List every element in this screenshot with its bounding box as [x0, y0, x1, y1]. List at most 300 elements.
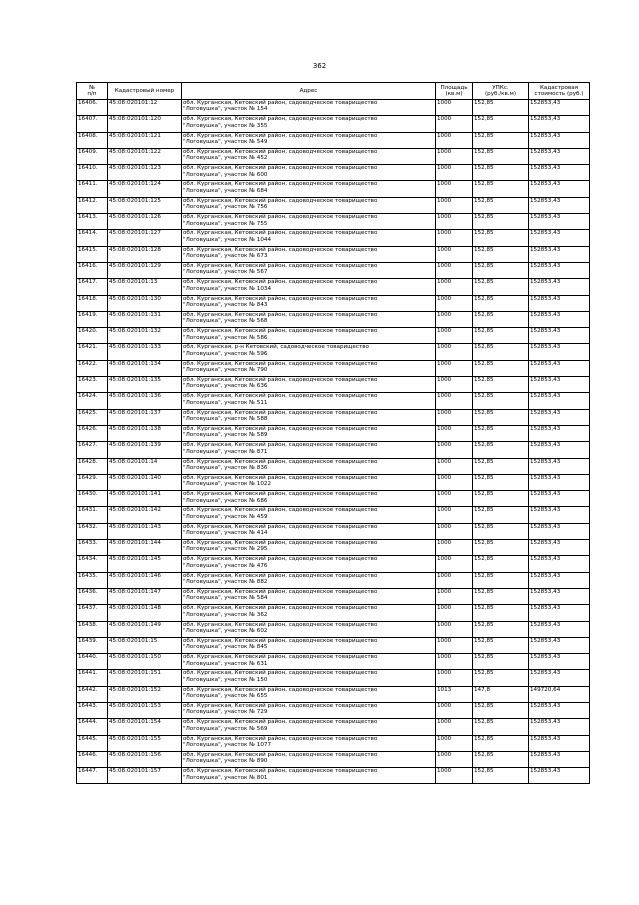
- area: 1000: [436, 605, 473, 621]
- cadastral-number: 45:08:020101:139: [108, 442, 182, 458]
- area: 1000: [436, 523, 473, 539]
- cadastral-number: 45:08:020101:145: [108, 556, 182, 572]
- header-upks: УПКс. (руб./кв.м): [473, 83, 529, 100]
- row-number: 16441.: [77, 670, 108, 686]
- header-cadastral-value: Кадастровая стоимость (руб.): [529, 83, 590, 100]
- cadastral-value: 152853,43: [529, 100, 590, 116]
- address-line-1: обл. Курганская, Кетовский район, садоводческое товарищество: [183, 230, 378, 237]
- cadastral-value: 152853,43: [529, 491, 590, 507]
- address: [182, 442, 436, 458]
- address: [182, 507, 436, 523]
- table-row: [77, 572, 590, 588]
- cadastral-number: 45:08:020101:142: [108, 507, 182, 523]
- cadastral-number: 45:08:020101:146: [108, 572, 182, 588]
- address-line-2: "Логовушка", участок № 459: [183, 513, 268, 520]
- cadastral-number: 45:08:020101:155: [108, 735, 182, 751]
- cadastral-number: 45:08:020101:14: [108, 458, 182, 474]
- cadastral-number: 45:08:020101:120: [108, 116, 182, 132]
- row-number: 16419.: [77, 311, 108, 327]
- row-number: 16435.: [77, 572, 108, 588]
- row-number: 16432.: [77, 523, 108, 539]
- upks: 152,85: [473, 491, 529, 507]
- area: 1000: [436, 132, 473, 148]
- area: 1000: [436, 100, 473, 116]
- upks: 152,85: [473, 621, 529, 637]
- upks: 152,85: [473, 132, 529, 148]
- cadastral-number: 45:08:020101:126: [108, 214, 182, 230]
- address-line-2: "Логовушка", участок № 1034: [183, 285, 272, 292]
- row-number: 16420.: [77, 328, 108, 344]
- upks: 152,85: [473, 246, 529, 262]
- address-line-1: обл. Курганская, Кетовский район, садоводческое товарищество: [183, 311, 378, 318]
- address-line-1: обл. Курганская, Кетовский район, садоводческое товарищество: [183, 507, 378, 514]
- table-row: [77, 197, 590, 213]
- table-row: [77, 735, 590, 751]
- upks: 152,85: [473, 214, 529, 230]
- address: [182, 768, 436, 784]
- address: [182, 458, 436, 474]
- address: [182, 719, 436, 735]
- row-number: 16446.: [77, 751, 108, 767]
- cadastral-number: 45:08:020101:140: [108, 474, 182, 490]
- address-line-2: "Логовушка", участок № 567: [183, 269, 268, 276]
- address-line-2: "Логовушка", участок № 154: [183, 106, 268, 113]
- area: 1000: [436, 181, 473, 197]
- address-line-2: "Логовушка", участок № 150: [183, 676, 268, 683]
- cadastral-value: 152853,43: [529, 262, 590, 278]
- address-line-1: обл. Курганская, Кетовский район, садоводческое товарищество: [183, 523, 378, 530]
- address-line-1: обл. Курганская, Кетовский район, садоводческое товарищество: [183, 491, 378, 498]
- address-line-1: обл. Курганская, Кетовский район, садоводческое товарищество: [183, 425, 378, 432]
- area: 1000: [436, 572, 473, 588]
- area: 1000: [436, 262, 473, 278]
- table-row: [77, 360, 590, 376]
- row-number: 16439.: [77, 637, 108, 653]
- cadastral-number: 45:08:020101:137: [108, 409, 182, 425]
- address-line-1: обл. Курганская, Кетовский район, садоводческое товарищество: [183, 197, 378, 204]
- row-number: 16438.: [77, 621, 108, 637]
- area: 1000: [436, 377, 473, 393]
- address-line-2: "Логовушка", участок № 871: [183, 448, 268, 455]
- table-row: [77, 295, 590, 311]
- row-number: 16430.: [77, 491, 108, 507]
- table-row: [77, 637, 590, 653]
- table-row: [77, 246, 590, 262]
- cadastral-number: 45:08:020101:134: [108, 360, 182, 376]
- page-number: 362: [312, 62, 327, 70]
- address: [182, 360, 436, 376]
- address-line-1: обл. Курганская, Кетовский район, садоводческое товарищество: [183, 409, 378, 416]
- table-row: [77, 719, 590, 735]
- area: 1000: [436, 474, 473, 490]
- address-line-2: "Логовушка", участок № 569: [183, 725, 268, 732]
- area: 1000: [436, 328, 473, 344]
- address-line-2: "Логовушка", участок № 362: [183, 611, 268, 618]
- upks: 152,85: [473, 295, 529, 311]
- cadastral-number: 45:08:020101:15: [108, 637, 182, 653]
- cadastral-value: 152853,43: [529, 442, 590, 458]
- address-line-1: обл. Курганская, Кетовский район, садоводческое товарищество: [183, 165, 378, 172]
- address-line-1: обл. Курганская, Кетовский район, садоводческое товарищество: [183, 702, 378, 709]
- upks: 147,8: [473, 686, 529, 702]
- area: 1000: [436, 246, 473, 262]
- address-line-1: обл. Курганская, Кетовский район, садоводческое товарищество: [183, 588, 378, 595]
- address-line-2: "Логовушка", участок № 586: [183, 334, 268, 341]
- area: 1000: [436, 654, 473, 670]
- address-line-1: обл. Курганская, Кетовский район, садоводческое товарищество: [183, 540, 378, 547]
- address-line-2: "Логовушка", участок № 801: [183, 774, 268, 781]
- area: 1000: [436, 360, 473, 376]
- address: [182, 262, 436, 278]
- table-header-row: [77, 83, 590, 100]
- cadastral-value: 152853,43: [529, 572, 590, 588]
- table-row: [77, 474, 590, 490]
- upks: 152,85: [473, 425, 529, 441]
- area: 1000: [436, 442, 473, 458]
- address: [182, 393, 436, 409]
- area: 1000: [436, 295, 473, 311]
- upks: 152,85: [473, 262, 529, 278]
- table-row: [77, 605, 590, 621]
- address: [182, 654, 436, 670]
- row-number: 16413.: [77, 214, 108, 230]
- area: 1000: [436, 588, 473, 604]
- table-row: [77, 540, 590, 556]
- cadastral-value: 152853,43: [529, 377, 590, 393]
- cadastral-number: 45:08:020101:152: [108, 686, 182, 702]
- cadastral-number: 45:08:020101:124: [108, 181, 182, 197]
- area: 1000: [436, 279, 473, 295]
- header-area: Площадь (кв.м): [436, 83, 473, 100]
- address: [182, 605, 436, 621]
- address-line-2: "Логовушка", участок № 1044: [183, 236, 272, 243]
- row-number: 16429.: [77, 474, 108, 490]
- row-number: 16426.: [77, 425, 108, 441]
- upks: 152,85: [473, 148, 529, 164]
- address-line-1: обл. Курганская, Кетовский район, садоводческое товарищество: [183, 686, 378, 693]
- cadastral-number: 45:08:020101:130: [108, 295, 182, 311]
- cadastral-number: 45:08:020101:122: [108, 148, 182, 164]
- area: 1000: [436, 393, 473, 409]
- cadastral-value: 152853,43: [529, 670, 590, 686]
- address: [182, 702, 436, 718]
- area: 1000: [436, 556, 473, 572]
- cadastral-value: 152853,43: [529, 751, 590, 767]
- table-row: [77, 344, 590, 360]
- address-line-2: "Логовушка", участок № 602: [183, 627, 268, 634]
- cadastral-number: 45:08:020101:150: [108, 654, 182, 670]
- address-line-1: обл. Курганская, Кетовский район, садоводческое товарищество: [183, 295, 378, 302]
- cadastral-number: 45:08:020101:13: [108, 279, 182, 295]
- upks: 152,85: [473, 311, 529, 327]
- cadastral-value: 152853,43: [529, 311, 590, 327]
- cadastral-value: 152853,43: [529, 702, 590, 718]
- table-row: [77, 181, 590, 197]
- address-line-1: обл. Курганская, р-н Кетовский, садоводческое товарищество: [183, 344, 369, 351]
- address: [182, 540, 436, 556]
- row-number: 16406.: [77, 100, 108, 116]
- upks: 152,85: [473, 165, 529, 181]
- row-number: 16440.: [77, 654, 108, 670]
- address-line-2: "Логовушка", участок № 295: [183, 546, 268, 553]
- cadastral-number: 45:08:020101:154: [108, 719, 182, 735]
- header-address: Адрес: [182, 83, 436, 100]
- table-row: [77, 132, 590, 148]
- address: [182, 116, 436, 132]
- cadastral-number: 45:08:020101:136: [108, 393, 182, 409]
- upks: 152,85: [473, 197, 529, 213]
- row-number: 16408.: [77, 132, 108, 148]
- table-row: [77, 311, 590, 327]
- cadastral-number: 45:08:020101:128: [108, 246, 182, 262]
- upks: 152,85: [473, 719, 529, 735]
- upks: 152,85: [473, 588, 529, 604]
- cadastral-number: 45:08:020101:144: [108, 540, 182, 556]
- address-line-2: "Логовушка", участок № 452: [183, 155, 268, 162]
- cadastral-value: 152853,43: [529, 588, 590, 604]
- upks: 152,85: [473, 540, 529, 556]
- area: 1000: [436, 670, 473, 686]
- address-line-1: обл. Курганская, Кетовский район, садоводческое товарищество: [183, 100, 378, 106]
- address-line-1: обл. Курганская, Кетовский район, садоводческое товарищество: [183, 246, 378, 253]
- upks: 152,85: [473, 181, 529, 197]
- address: [182, 751, 436, 767]
- cadastral-value: 152853,43: [529, 279, 590, 295]
- upks: 152,85: [473, 279, 529, 295]
- upks: 152,85: [473, 670, 529, 686]
- cadastral-number: 45:08:020101:121: [108, 132, 182, 148]
- cadastral-value: 152853,43: [529, 295, 590, 311]
- table-row: [77, 458, 590, 474]
- address-line-1: обл. Курганская, Кетовский район, садоводческое товарищество: [183, 605, 378, 612]
- address-line-2: "Логовушка", участок № 843: [183, 301, 268, 308]
- row-number: 16428.: [77, 458, 108, 474]
- address: [182, 246, 436, 262]
- area: 1000: [436, 702, 473, 718]
- cadastral-value: 152853,43: [529, 393, 590, 409]
- row-number: 16412.: [77, 197, 108, 213]
- cadastral-value: 152853,43: [529, 605, 590, 621]
- address-line-1: обл. Курганская, Кетовский район, садоводческое товарищество: [183, 572, 378, 579]
- address: [182, 474, 436, 490]
- cadastral-number: 45:08:020101:141: [108, 491, 182, 507]
- cadastral-value: 152853,43: [529, 425, 590, 441]
- address-line-2: "Логовушка", участок № 549: [183, 139, 268, 146]
- cadastral-number: 45:08:020101:147: [108, 588, 182, 604]
- upks: 152,85: [473, 556, 529, 572]
- address-line-1: обл. Курганская, Кетовский район, садоводческое товарищество: [183, 393, 378, 400]
- address-line-1: обл. Курганская, Кетовский район, садоводческое товарищество: [183, 637, 378, 644]
- row-number: 16427.: [77, 442, 108, 458]
- table-row: [77, 751, 590, 767]
- address-line-1: обл. Курганская, Кетовский район, садоводческое товарищество: [183, 654, 378, 661]
- address-line-2: "Логовушка", участок № 476: [183, 562, 268, 569]
- area: 1000: [436, 458, 473, 474]
- cadastral-number: 45:08:020101:123: [108, 165, 182, 181]
- address: [182, 556, 436, 572]
- address-line-2: "Логовушка", участок № 882: [183, 579, 268, 586]
- address-line-1: обл. Курганская, Кетовский район, садоводческое товарищество: [183, 458, 378, 465]
- address: [182, 230, 436, 246]
- table-row: [77, 768, 590, 784]
- area: 1000: [436, 735, 473, 751]
- table-row: [77, 328, 590, 344]
- area: 1000: [436, 507, 473, 523]
- address: [182, 344, 436, 360]
- cadastral-number: 45:08:020101:156: [108, 751, 182, 767]
- cadastral-number: 45:08:020101:135: [108, 377, 182, 393]
- address: [182, 377, 436, 393]
- upks: 152,85: [473, 458, 529, 474]
- address-line-1: обл. Курганская, Кетовский район, садоводческое товарищество: [183, 751, 378, 758]
- row-number: 16421.: [77, 344, 108, 360]
- upks: 152,85: [473, 377, 529, 393]
- address-line-2: "Логовушка", участок № 845: [183, 644, 268, 651]
- cadastral-value: 152853,43: [529, 621, 590, 637]
- cadastral-table: [76, 82, 590, 784]
- upks: 152,85: [473, 523, 529, 539]
- upks: 152,85: [473, 654, 529, 670]
- table-row: [77, 425, 590, 441]
- address: [182, 491, 436, 507]
- address-line-2: "Логовушка", участок № 836: [183, 464, 268, 471]
- cadastral-number: 45:08:020101:129: [108, 262, 182, 278]
- address: [182, 279, 436, 295]
- upks: 152,85: [473, 360, 529, 376]
- area: 1000: [436, 637, 473, 653]
- address-line-2: "Логовушка", участок № 600: [183, 171, 268, 178]
- address: [182, 181, 436, 197]
- row-number: 16434.: [77, 556, 108, 572]
- address-line-1: обл. Курганская, Кетовский район, садоводческое товарищество: [183, 768, 378, 775]
- cadastral-number: 45:08:020101:131: [108, 311, 182, 327]
- table-row: [77, 621, 590, 637]
- cadastral-value: 152853,43: [529, 328, 590, 344]
- address: [182, 295, 436, 311]
- address-line-2: "Логовушка", участок № 1022: [183, 481, 272, 488]
- area: 1000: [436, 621, 473, 637]
- address-line-2: "Логовушка", участок № 673: [183, 253, 268, 260]
- cadastral-value: 152853,43: [529, 556, 590, 572]
- address-line-2: "Логовушка", участок № 589: [183, 432, 268, 439]
- row-number: 16409.: [77, 148, 108, 164]
- cadastral-number: 45:08:020101:125: [108, 197, 182, 213]
- address: [182, 637, 436, 653]
- cadastral-value: 152853,43: [529, 458, 590, 474]
- address-line-1: обл. Курганская, Кетовский район, садоводческое товарищество: [183, 670, 378, 677]
- cadastral-number: 45:08:020101:151: [108, 670, 182, 686]
- cadastral-value: 152853,43: [529, 214, 590, 230]
- row-number: 16442.: [77, 686, 108, 702]
- address: [182, 214, 436, 230]
- cadastral-value: 152853,43: [529, 165, 590, 181]
- address: [182, 197, 436, 213]
- area: 1000: [436, 165, 473, 181]
- cadastral-value: 152853,43: [529, 148, 590, 164]
- cadastral-value: 152853,43: [529, 507, 590, 523]
- cadastral-value: 152853,43: [529, 197, 590, 213]
- address: [182, 735, 436, 751]
- row-number: 16424.: [77, 393, 108, 409]
- address: [182, 425, 436, 441]
- row-number: 16445.: [77, 735, 108, 751]
- cadastral-number: 45:08:020101:12: [108, 100, 182, 116]
- area: 1000: [436, 719, 473, 735]
- area: 1000: [436, 230, 473, 246]
- header-cadastral-number: Кадастровый номер: [108, 83, 182, 100]
- address: [182, 132, 436, 148]
- table-row: [77, 165, 590, 181]
- address-line-1: обл. Курганская, Кетовский район, садоводческое товарищество: [183, 377, 378, 384]
- address-line-2: "Логовушка", участок № 790: [183, 367, 268, 374]
- cadastral-value: 152853,43: [529, 719, 590, 735]
- table-row: [77, 442, 590, 458]
- address: [182, 165, 436, 181]
- upks: 152,85: [473, 572, 529, 588]
- row-number: 16414.: [77, 230, 108, 246]
- address-line-1: обл. Курганская, Кетовский район, садоводческое товарищество: [183, 132, 378, 139]
- address-line-1: обл. Курганская, Кетовский район, садоводческое товарищество: [183, 556, 378, 563]
- cadastral-value: 152853,43: [529, 523, 590, 539]
- table-row: [77, 409, 590, 425]
- row-number: 16415.: [77, 246, 108, 262]
- upks: 152,85: [473, 116, 529, 132]
- area: 1000: [436, 751, 473, 767]
- upks: 152,85: [473, 344, 529, 360]
- address-line-2: "Логовушка", участок № 631: [183, 660, 268, 667]
- upks: 152,85: [473, 735, 529, 751]
- area: 1000: [436, 311, 473, 327]
- address-line-2: "Логовушка", участок № 684: [183, 187, 268, 194]
- area: 1000: [436, 148, 473, 164]
- address-line-1: обл. Курганская, Кетовский район, садоводческое товарищество: [183, 474, 378, 481]
- table-row: [77, 686, 590, 702]
- cadastral-value: 152853,43: [529, 246, 590, 262]
- area: 1000: [436, 540, 473, 556]
- address-line-2: "Логовушка", участок № 584: [183, 595, 268, 602]
- address-line-2: "Логовушка", участок № 1077: [183, 742, 272, 748]
- table-row: [77, 507, 590, 523]
- cadastral-number: 45:08:020101:153: [108, 702, 182, 718]
- area: 1000: [436, 409, 473, 425]
- upks: 152,85: [473, 507, 529, 523]
- upks: 152,85: [473, 393, 529, 409]
- address: [182, 311, 436, 327]
- cadastral-number: 45:08:020101:143: [108, 523, 182, 539]
- cadastral-value: 152853,43: [529, 409, 590, 425]
- cadastral-value: 152853,43: [529, 181, 590, 197]
- table-row: [77, 377, 590, 393]
- row-number: 16425.: [77, 409, 108, 425]
- cadastral-number: 45:08:020101:138: [108, 425, 182, 441]
- upks: 152,85: [473, 702, 529, 718]
- address-line-1: обл. Курганская, Кетовский район, садоводческое товарищество: [183, 116, 378, 123]
- upks: 152,85: [473, 100, 529, 116]
- row-number: 16436.: [77, 588, 108, 604]
- row-number: 16431.: [77, 507, 108, 523]
- table-row: [77, 214, 590, 230]
- address: [182, 148, 436, 164]
- address-line-2: "Логовушка", участок № 655: [183, 693, 268, 700]
- cadastral-value: 152853,43: [529, 360, 590, 376]
- cadastral-value: 152853,43: [529, 540, 590, 556]
- address-line-2: "Логовушка", участок № 414: [183, 530, 268, 537]
- address: [182, 572, 436, 588]
- table-row: [77, 491, 590, 507]
- table-row: [77, 702, 590, 718]
- address: [182, 100, 436, 116]
- address-line-2: "Логовушка", участок № 636: [183, 383, 268, 390]
